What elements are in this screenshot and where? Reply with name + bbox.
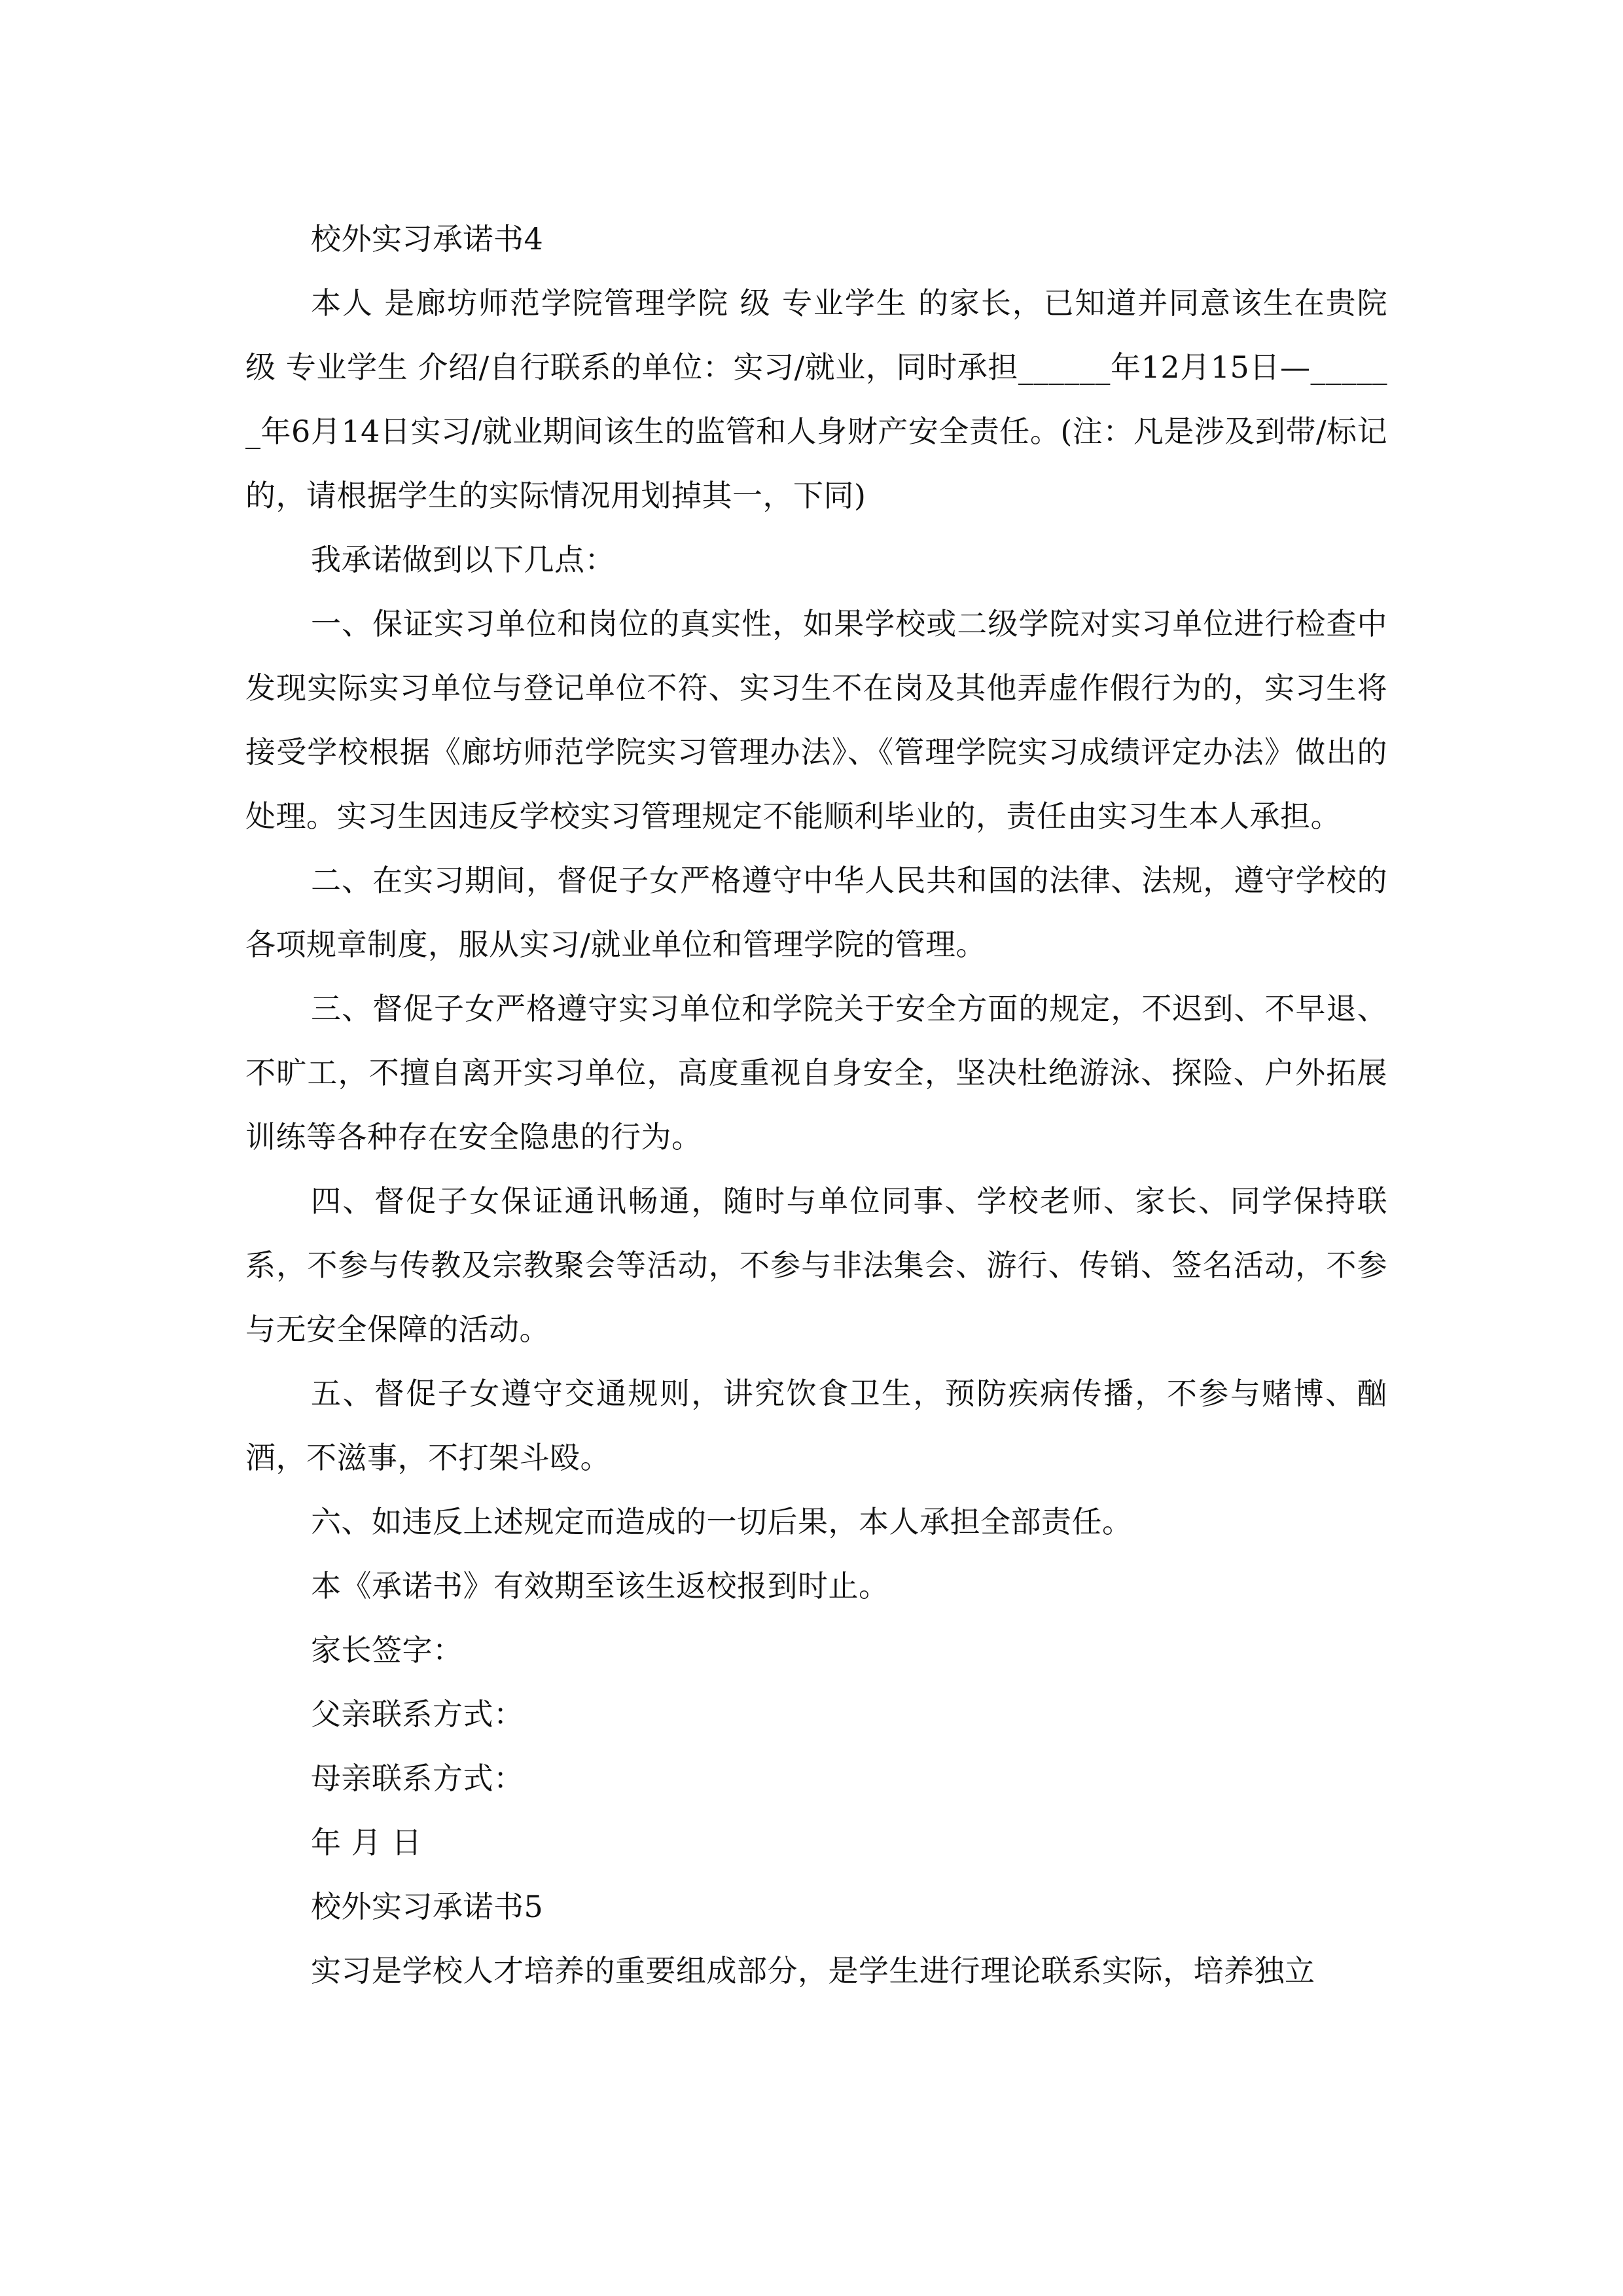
paragraph-item-4: 四、督促子女保证通讯畅通，随时与单位同事、学校老师、家长、同学保持联系，不参与传教及宗教聚会等活动，不参与非法集会、游行、传销、签名活动，不参与无安全保障的活动。 (245, 1183, 1387, 1347)
mother-contact-line: 母亲联系方式： (311, 1761, 524, 1796)
document-body (245, 207, 1387, 2003)
father-contact-line: 父亲联系方式： (311, 1696, 524, 1732)
paragraph-intro: 实习是学校人才培养的重要组成部分，是学生进行理论联系实际，培养独立 (311, 1953, 1315, 1988)
section-title: 校外实习承诺书4 (311, 221, 544, 257)
paragraph-intro: 本人 是廊坊师范学院管理学院 级 专业学生 的家长，已知道并同意该生在贵院 级 专业学生 介绍/自行联系的单位：实习/就业，同时承担______年12月15日—______年6月14日实习/就业期间该生的监管和人身财产安全责任。(注：凡是涉及到带/标记的，请根据学生的实际情况用划掉其一，下同) (245, 285, 1387, 513)
date-line: 年 月 日 (311, 1825, 422, 1860)
parent-signature-line: 家长签字： (311, 1632, 463, 1668)
section-title: 校外实习承诺书5 (311, 1889, 544, 1924)
paragraph-pledge-lead: 我承诺做到以下几点： (311, 542, 615, 577)
paragraph-item-2: 二、在实习期间，督促子女严格遵守中华人民共和国的法律、法规，遵守学校的各项规章制度，服从实习/就业单位和管理学院的管理。 (245, 863, 1387, 962)
paragraph-item-6: 六、如违反上述规定而造成的一切后果，本人承担全部责任。 (311, 1504, 1133, 1539)
paragraph-item-5: 五、督促子女遵守交通规则，讲究饮食卫生，预防疾病传播，不参与赌博、酗酒，不滋事，不打架斗殴。 (245, 1376, 1387, 1475)
paragraph-item-3: 三、督促子女严格遵守实习单位和学院关于安全方面的规定，不迟到、不早退、不旷工，不擅自离开实习单位，高度重视自身安全，坚决杜绝游泳、探险、户外拓展训练等各种存在安全隐患的行为。 (245, 991, 1387, 1155)
paragraph-item-1: 一、保证实习单位和岗位的真实性，如果学校或二级学院对实习单位进行检查中发现实际实习单位与登记单位不符、实习生不在岗及其他弄虚作假行为的，实习生将接受学校根据《廊坊师范学院实习管理办法》、《管理学院实习成绩评定办法》做出的处理。实习生因违反学校实习管理规定不能顺利毕业的，责任由实习生本人承担。 (245, 606, 1387, 834)
paragraph-validity: 本《承诺书》有效期至该生返校报到时止。 (311, 1568, 889, 1604)
